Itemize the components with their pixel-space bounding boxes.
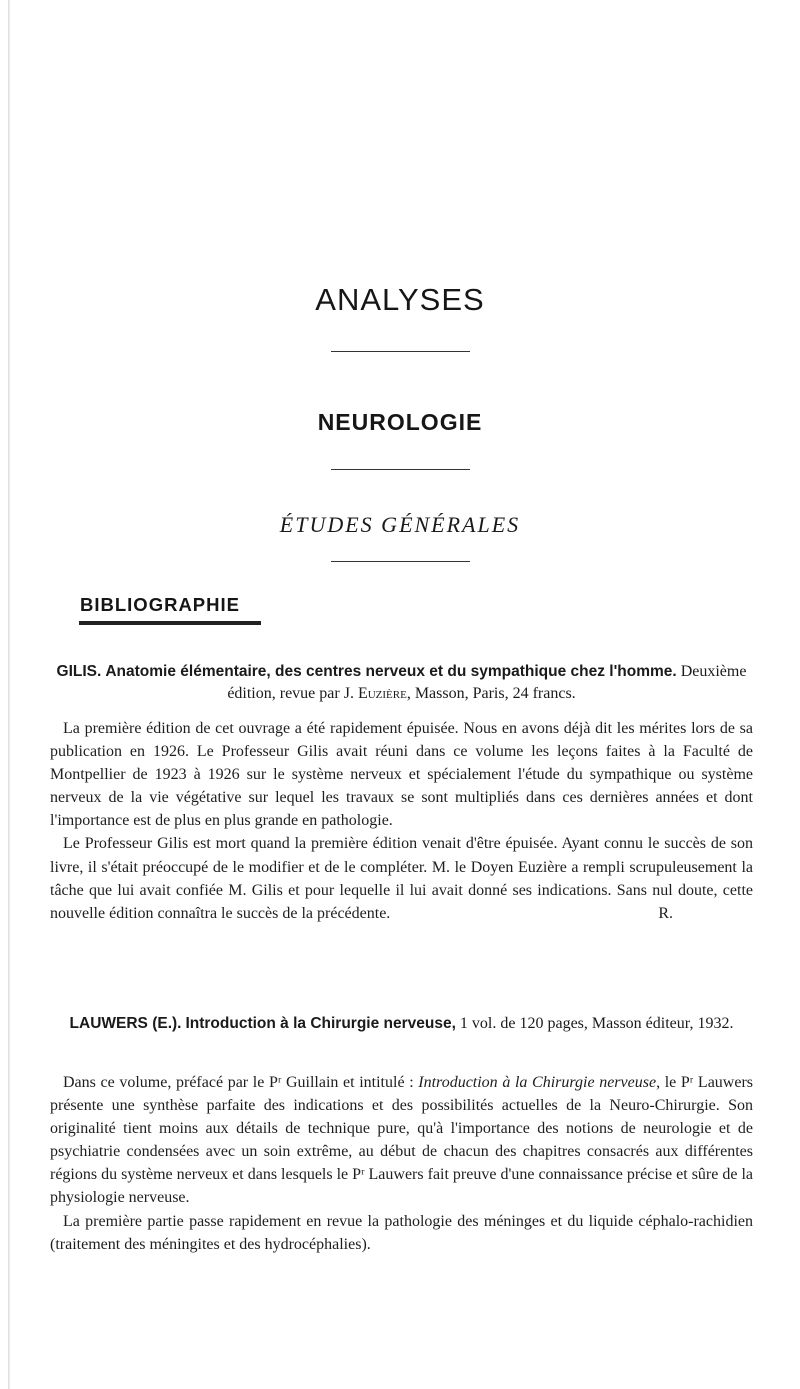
entry1-reference	[50, 661, 753, 705]
category-heading: ÉTUDES GÉNÉRALES	[279, 512, 521, 537]
entry1-details-pre: Deuxième édition, revue par J.	[227, 663, 747, 702]
entry1-paragraph-2-text: Le Professeur Gilis est mort quand la première édition venait d'être épuisée. Ayant connu le succès de son livre, il s'était préoccupé de le modifier et de le compléter. M. le Doyen Euzière a rempli scrupuleusement la tâche que lui avait confiée M. Gilis et pour lequelle il lui avait donné ses indications. Sans nul doute, cette nouvelle édition connaîtra le succès de la précédente.	[50, 835, 753, 922]
entry2-review	[50, 1071, 753, 1256]
entry1-details-post: , Masson, Paris, 24 francs.	[406, 685, 576, 702]
entry2-reference	[50, 1013, 753, 1035]
entry2-author: LAUWERS (E.).	[69, 1015, 182, 1032]
entry2-book-title: Introduction à la Chirurgie nerveuse	[418, 1074, 657, 1091]
heading-rule	[331, 561, 470, 562]
entry1-editor: Euzière	[357, 685, 407, 702]
heading-rule	[331, 469, 470, 470]
rubric-underline	[79, 621, 261, 625]
entry1-author: GILIS.	[56, 663, 102, 680]
entry2-paragraph-1a: Dans ce volume, préfacé par le Pʳ Guillain et intitulé :	[63, 1074, 419, 1091]
entry1-review	[50, 717, 753, 925]
entry2-paragraph-2: La première partie passe rapidement en revue la pathologie des méninges et du liquide céphalo-rachidien (traitement des méningites et des hydrocéphalies).	[50, 1212, 753, 1253]
subject-heading: NEUROLOGIE	[317, 409, 483, 435]
entry1-title: Anatomie élémentaire, des centres nerveux et du sympathique chez l'homme.	[105, 663, 677, 680]
entry1-signature: R.	[658, 904, 673, 922]
entry2-paragraph-1	[50, 1071, 753, 1210]
entry2-paragraph-1b: , le Pʳ Lauwers présente une synthèse parfaite des indications et des possibilités actuelles de la Neuro-Chirurgie. Son originalité tient moins aux détails de technique pure, qu'à l'importance des notions de neurologie et de psychiatrie condensées avec un soin extrême, au début de chacun des chapitres consacrés aux différentes régions du système nerveux et dans lesquels le Pʳ Lauwers fait preuve d'une connaissance précise et sûre de la physiologie nerveuse.	[50, 1074, 754, 1207]
entry1-paragraph-2	[50, 832, 753, 924]
heading-rule	[331, 351, 470, 352]
rubric-heading: BIBLIOGRAPHIE	[80, 594, 240, 615]
entry2-title: Introduction à la Chirurgie nerveuse,	[185, 1015, 456, 1032]
section-heading: ANALYSES	[315, 282, 485, 317]
entry2-details: 1 vol. de 120 pages, Masson éditeur, 1932.	[459, 1015, 734, 1032]
entry1-paragraph-1: La première édition de cet ouvrage a été rapidement épuisée. Nous en avons déjà dit les mérites lors de sa publication en 1926. Le Professeur Gilis avait réuni dans ce volume les leçons faites à la Faculté de Montpellier de 1923 à 1926 sur le système nerveux et spécialement l'étude du sympathique ou système nerveux de la vie végétative sur lequel les travaux se sont multipliés dans ces dernières années et dont l'importance est de plus en plus grande en pathologie.	[50, 720, 753, 830]
binding-edge	[8, 0, 10, 1389]
